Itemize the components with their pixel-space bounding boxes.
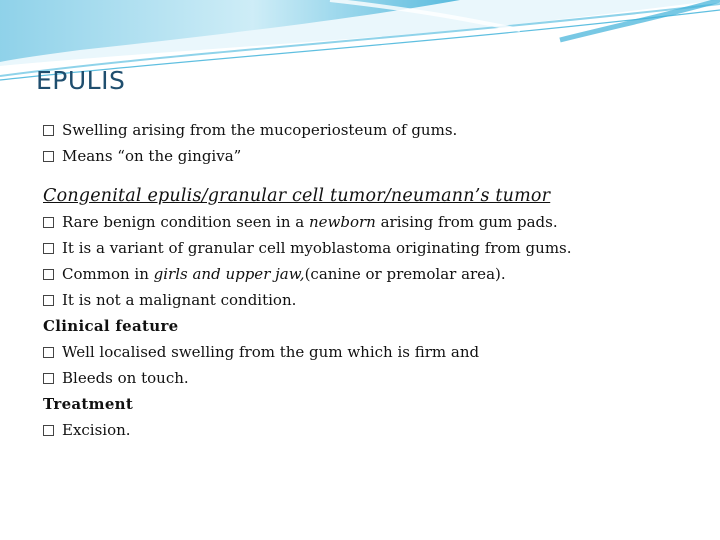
checkbox-bullet-icon	[43, 425, 54, 436]
intro-bullet-1	[43, 120, 703, 146]
bullet-text: Means “on the gingiva”	[62, 147, 242, 165]
intro-bullet-2	[43, 146, 703, 172]
bullet-text: Swelling arising from the mucoperiosteum of gums.	[62, 121, 458, 139]
checkbox-bullet-icon	[43, 347, 54, 358]
treatment-bullet-1: Excision.	[43, 420, 703, 446]
checkbox-bullet-icon	[43, 269, 54, 280]
section-bullet-1: Rare benign condition seen in a newborn arising from gum pads.	[43, 212, 703, 238]
checkbox-bullet-icon	[43, 151, 54, 162]
checkbox-bullet-icon	[43, 373, 54, 384]
slide-title: EPULIS	[36, 66, 126, 95]
section-bullet-3: Common in girls and upper jaw,(canine or premolar area).	[43, 264, 703, 290]
slide-content	[43, 120, 703, 446]
clinical-bullet-2: Bleeds on touch.	[43, 368, 703, 394]
checkbox-bullet-icon	[43, 295, 54, 306]
checkbox-bullet-icon	[43, 243, 54, 254]
treatment-label: Treatment	[43, 395, 134, 413]
section-bullet-2: It is a variant of granular cell myoblastoma originating from gums.	[43, 238, 703, 264]
checkbox-bullet-icon	[43, 125, 54, 136]
clinical-bullet-1: Well localised swelling from the gum which is firm and	[43, 342, 703, 368]
checkbox-bullet-icon	[43, 217, 54, 228]
section-bullet-4: It is not a malignant condition.	[43, 290, 703, 316]
clinical-feature-label: Clinical feature	[43, 317, 179, 335]
section-heading: Congenital epulis/granular cell tumor/neumann’s tumor	[43, 186, 551, 206]
